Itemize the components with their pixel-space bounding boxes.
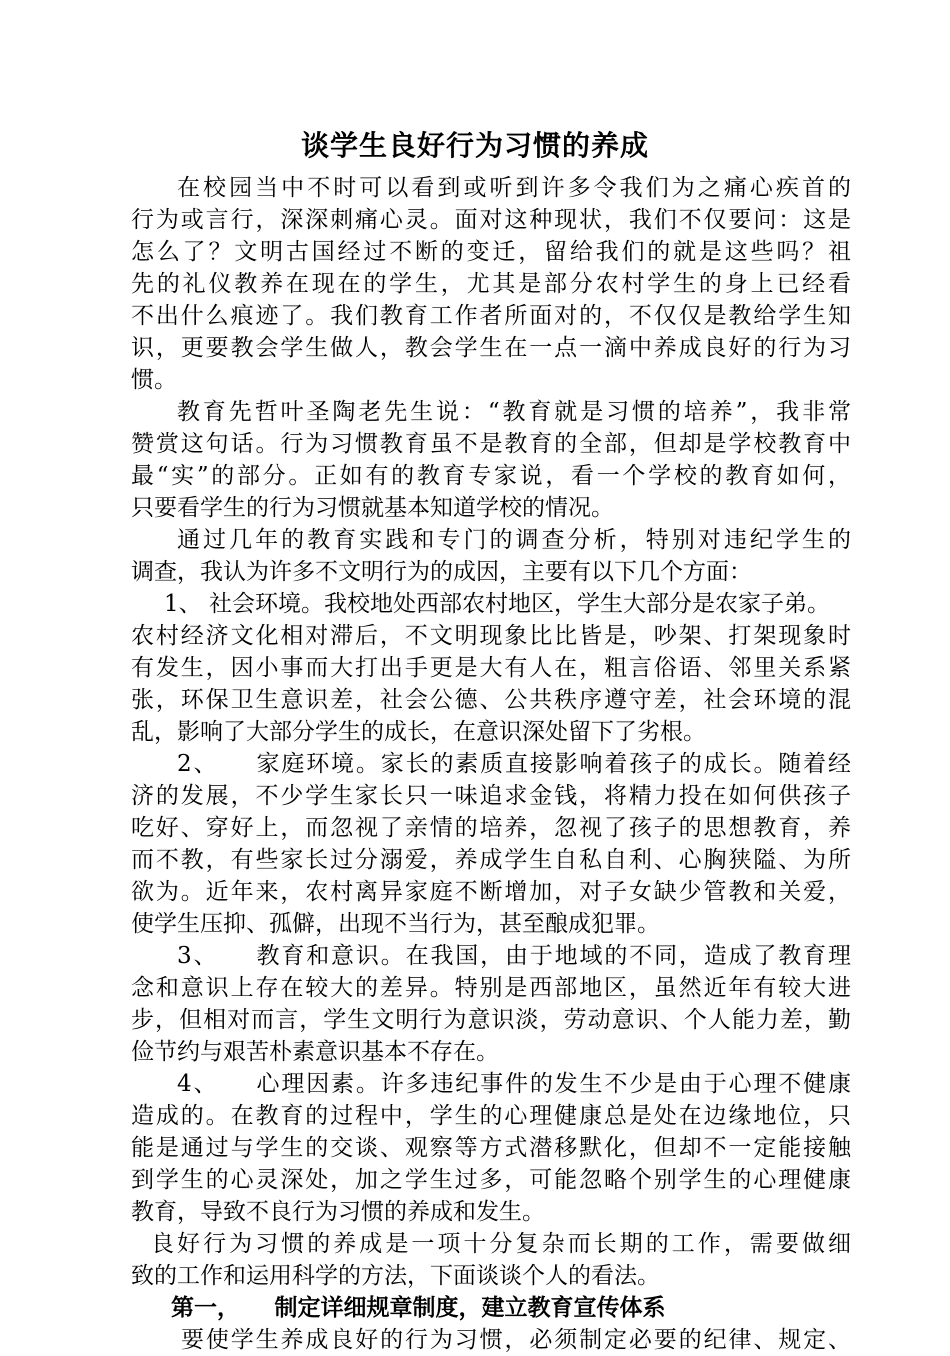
body-text-line: 3、 教育和意识。在我国，由于地域的不同，造成了教育理	[177, 943, 851, 969]
body-text-line: 农村经济文化相对滞后，不文明现象比比皆是，吵架、打架现象时	[131, 623, 851, 649]
body-text-line: 张，环保卫生意识差，社会公德、公共秩序遵守差，社会环境的混	[131, 687, 851, 713]
body-text-line: 识，更要教会学生做人，教会学生在一点一滴中养成良好的行为习	[131, 335, 851, 361]
body-text-line: 致的工作和运用科学的方法，下面谈谈个人的看法。	[131, 1263, 660, 1289]
body-text-line: 步，但相对而言，学生文明行为意识淡，劳动意识、个人能力差，勤	[131, 1007, 851, 1033]
body-text-line: 教育，导致不良行为习惯的养成和发生。	[131, 1199, 545, 1225]
body-text-line: 欲为。近年来，农村离异家庭不断增加，对子女缺少管教和关爱，	[131, 879, 851, 905]
body-text-line: 惯。	[131, 367, 177, 393]
body-text-line: 调查，我认为许多不文明行为的成因，主要有以下几个方面：	[131, 559, 752, 585]
body-text-line: 良好行为习惯的养成是一项十分复杂而长期的工作，需要做细	[151, 1231, 851, 1257]
body-text-line: 先的礼仪教养在现在的学生，尤其是部分农村学生的身上已经看	[131, 271, 851, 297]
body-text-line: 济的发展，不少学生家长只一味追求金钱，将精力投在如何供孩子	[131, 783, 851, 809]
body-text-line: 只要看学生的行为习惯就基本知道学校的情况。	[131, 495, 614, 521]
body-text-line: 而不教，有些家长过分溺爱，养成学生自私自利、心胸狭隘、为所	[131, 847, 851, 873]
body-text-line: 怎么了？文明古国经过不断的变迁，留给我们的就是这些吗？祖	[131, 239, 851, 265]
body-text-line: 使学生压抑、孤僻，出现不当行为，甚至酿成犯罪。	[131, 911, 660, 937]
body-text-line: 最“实”的部分。正如有的教育专家说，看一个学校的教育如何，	[131, 463, 851, 489]
body-text-line: 1、 社会环境。我校地处西部农村地区，学生大部分是农家子弟。	[164, 591, 830, 617]
body-text-line: 乱，影响了大部分学生的成长，在意识深处留下了劣根。	[131, 719, 706, 745]
body-text-line: 到学生的心灵深处，加之学生过多，可能忽略个别学生的心理健康	[131, 1167, 851, 1193]
body-text-line: 在校园当中不时可以看到或听到许多令我们为之痛心疾首的	[177, 175, 851, 201]
body-text-line: 念和意识上存在较大的差异。特别是西部地区，虽然近年有较大进	[131, 975, 851, 1001]
body-text-line: 行为或言行，深深刺痛心灵。面对这种现状，我们不仅要问：这是	[131, 207, 851, 233]
body-text-line: 4、 心理因素。许多违纪事件的发生不少是由于心理不健康	[177, 1071, 851, 1097]
page-title: 谈学生良好行为习惯的养成	[300, 129, 649, 162]
body-text-line: 要使学生养成良好的行为习惯，必须制定必要的纪律、规定、	[181, 1327, 851, 1353]
section-heading: 第一， 制定详细规章制度，建立教育宣传体系	[171, 1294, 666, 1321]
body-text-line: 通过几年的教育实践和专门的调查分析，特别对违纪学生的	[177, 527, 851, 553]
body-text-line: 2、 家庭环境。家长的素质直接影响着孩子的成长。随着经	[177, 751, 851, 777]
body-text-line: 赞赏这句话。行为习惯教育虽不是教育的全部，但却是学校教育中	[131, 431, 851, 457]
body-text-line: 不出什么痕迹了。我们教育工作者所面对的，不仅仅是教给学生知	[131, 303, 851, 329]
body-text-line: 教育先哲叶圣陶老先生说：“教育就是习惯的培养”，我非常	[177, 399, 851, 425]
body-text-line: 吃好、穿好上，而忽视了亲情的培养，忽视了孩子的思想教育，养	[131, 815, 851, 841]
body-text-line: 俭节约与艰苦朴素意识基本不存在。	[131, 1039, 499, 1065]
body-text-line: 有发生，因小事而大打出手更是大有人在，粗言俗语、邻里关系紧	[131, 655, 851, 681]
body-text-line: 造成的。在教育的过程中，学生的心理健康总是处在边缘地位，只	[131, 1103, 851, 1129]
body-text-line: 能是通过与学生的交谈、观察等方式潜移默化，但却不一定能接触	[131, 1135, 851, 1161]
